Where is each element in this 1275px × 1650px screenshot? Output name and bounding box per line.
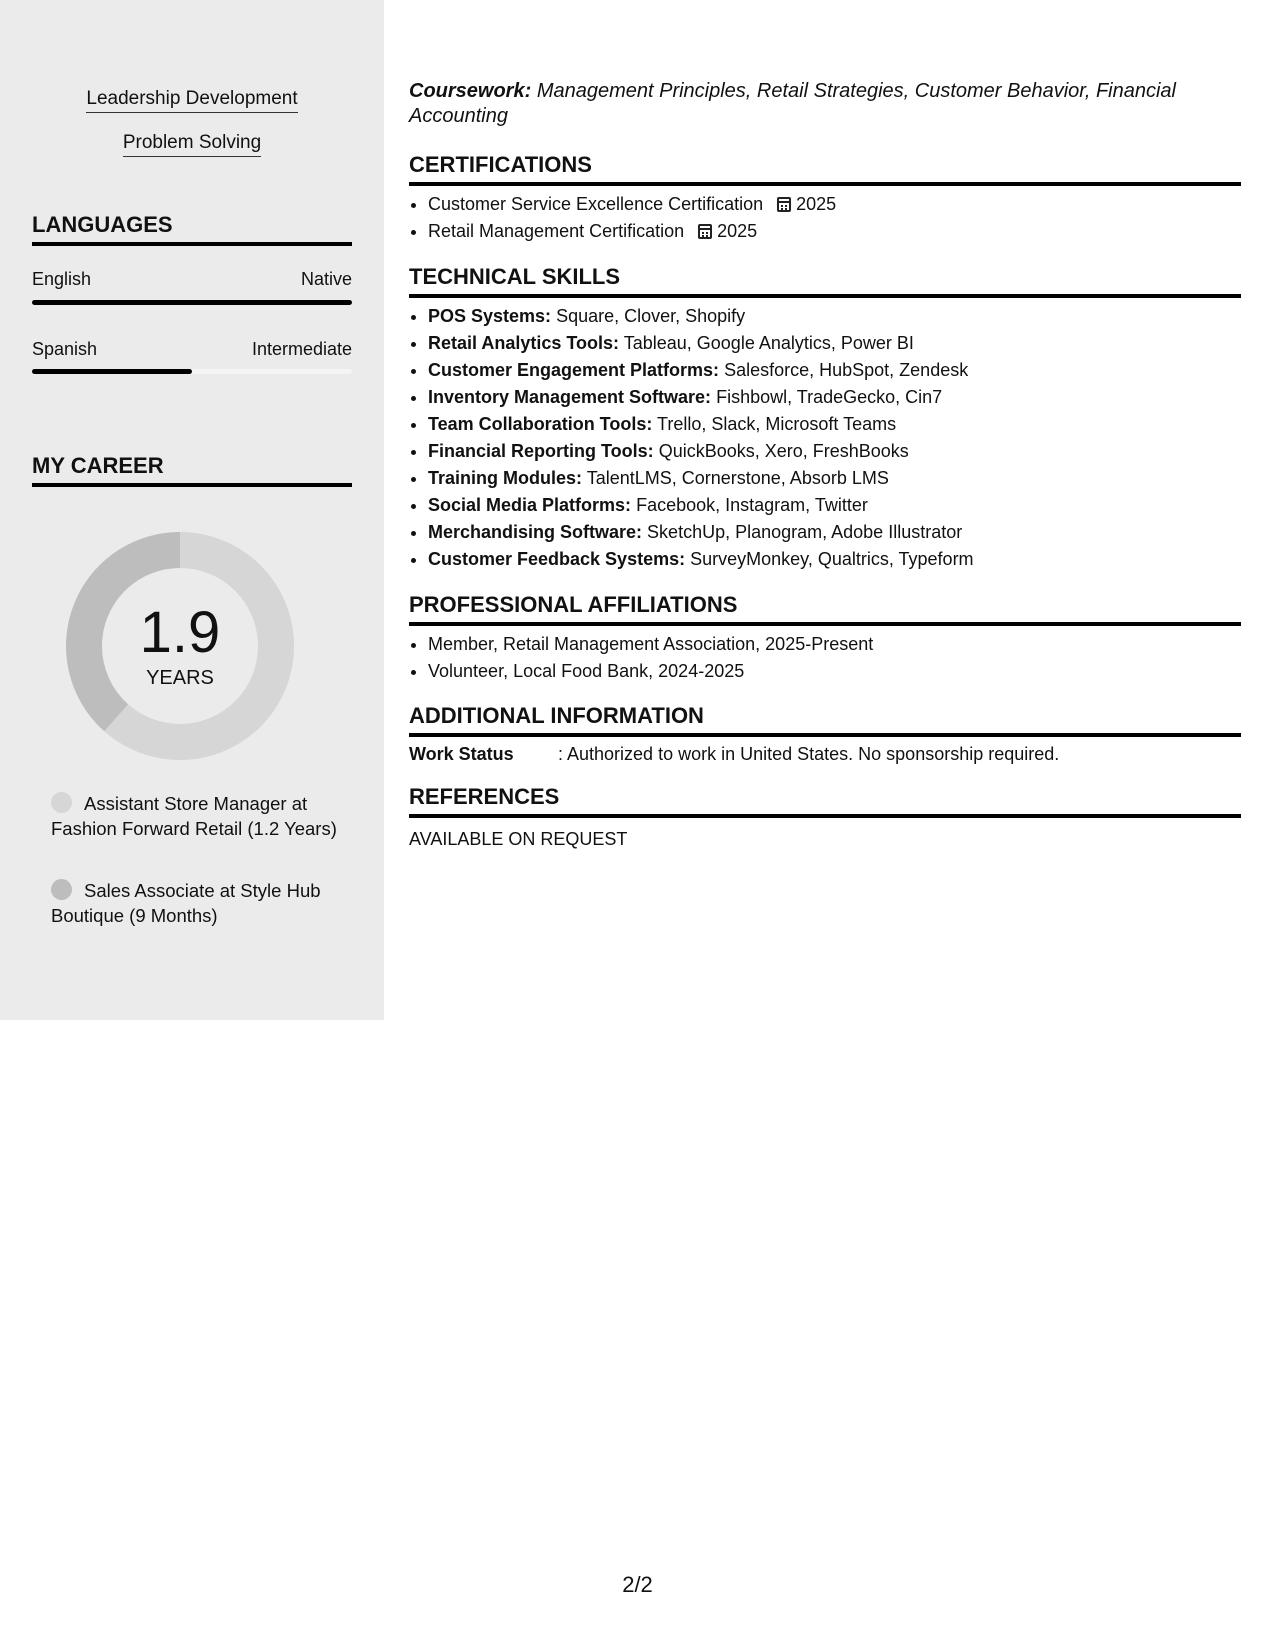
sidebar [0,0,384,1020]
skill-category: Customer Feedback Systems: [428,549,686,569]
skill-category: Customer Engagement Platforms: [428,360,720,380]
skill-category: POS Systems: [428,306,552,326]
technical-skill-item [428,384,1240,411]
technical-skills-list [409,303,1240,573]
affiliations-heading: PROFESSIONAL AFFILIATIONS [409,592,1241,626]
work-status-label: Work Status [409,744,514,764]
skill-tools: Tableau, Google Analytics, Power BI [623,333,914,353]
skill-category: Social Media Platforms: [428,495,632,515]
coursework-label: Coursework: [409,80,532,102]
skill-tools: TalentLMS, Cornerstone, Absorb LMS [586,468,889,488]
skill-tools: Fishbowl, TradeGecko, Cin7 [716,387,943,407]
skill-tools: SketchUp, Planogram, Adobe Illustrator [647,522,963,542]
technical-skill-item [428,519,1240,546]
career-total-value: 1.9 [139,600,221,665]
skill-category: Retail Analytics Tools: [428,333,620,353]
certification-year: 2025 [717,221,758,241]
certification-item [428,191,1240,218]
coursework [409,79,1241,129]
skill-link[interactable]: Problem Solving [123,132,261,157]
certifications-heading: CERTIFICATIONS [409,152,1241,186]
skill-link[interactable]: Leadership Development [86,88,297,113]
work-status-value: : Authorized to work in United States. No sponsorship required. [558,744,1060,764]
career-total-unit: YEARS [146,667,214,689]
skill-category: Financial Reporting Tools: [428,441,654,461]
career-legend-dot [51,879,72,900]
technical-skill-item [428,492,1240,519]
additional-info-heading: ADDITIONAL INFORMATION [409,703,1241,737]
references-text: AVAILABLE ON REQUEST [409,829,628,849]
languages-heading: LANGUAGES [32,212,352,246]
affiliations-list [409,631,1240,685]
language-proficiency-fill [32,300,352,305]
language-proficiency-fill [32,369,192,374]
language-name: Spanish [32,339,98,359]
certification-name: Customer Service Excellence Certification [428,194,764,214]
skill-tools: QuickBooks, Xero, FreshBooks [658,441,909,461]
career-item-label: Sales Associate at Style Hub Boutique (9 Months) [51,880,321,926]
technical-skill-item [428,330,1240,357]
skill-category: Training Modules: [428,468,583,488]
language-proficiency-bar [32,300,352,305]
skill-tools: Facebook, Instagram, Twitter [636,495,868,515]
certifications-list [409,191,1240,245]
skill-category: Inventory Management Software: [428,387,712,407]
career-item-label: Assistant Store Manager at Fashion Forward Retail (1.2 Years) [51,793,337,839]
certification-name: Retail Management Certification [428,221,685,241]
skill-tools: Square, Clover, Shopify [556,306,746,326]
skill-tools: Salesforce, HubSpot, Zendesk [724,360,969,380]
certification-year: 2025 [796,194,837,214]
language-proficiency-bar [32,369,352,374]
calendar-icon [698,224,712,239]
skill-tools: SurveyMonkey, Qualtrics, Typeform [690,549,974,569]
calendar-icon [777,197,791,212]
technical-skill-item [428,546,1240,573]
career-item [51,879,341,928]
language-row [32,338,352,360]
language-name: English [32,269,92,289]
technical-skill-item [428,411,1240,438]
technical-skills-heading: TECHNICAL SKILLS [409,264,1241,298]
skill-category: Merchandising Software: [428,522,643,542]
career-heading: MY CAREER [32,453,352,487]
coursework-text: Management Principles, Retail Strategies, Customer Behavior, Financial Accounting [409,80,1177,127]
language-level: Native [300,269,352,289]
technical-skill-item [428,357,1240,384]
skill-tools: Trello, Slack, Microsoft Teams [657,414,897,434]
skill-category: Team Collaboration Tools: [428,414,653,434]
affiliation-item: • Volunteer, Local Food Bank, 2024-2025 [428,658,1240,685]
career-item [51,792,341,841]
technical-skill-item [428,465,1240,492]
references-heading: REFERENCES [409,784,1241,818]
career-legend-dot [51,792,72,813]
affiliation-item: • Member, Retail Management Association, 2025-Present [428,631,1240,658]
technical-skill-item [428,438,1240,465]
certification-item [428,218,1240,245]
work-status-row [409,743,1241,765]
skill-list [0,88,384,176]
language-level: Intermediate [251,339,352,359]
language-row [32,268,352,290]
technical-skill-item [428,303,1240,330]
page-number: 2/2 [622,1572,653,1597]
